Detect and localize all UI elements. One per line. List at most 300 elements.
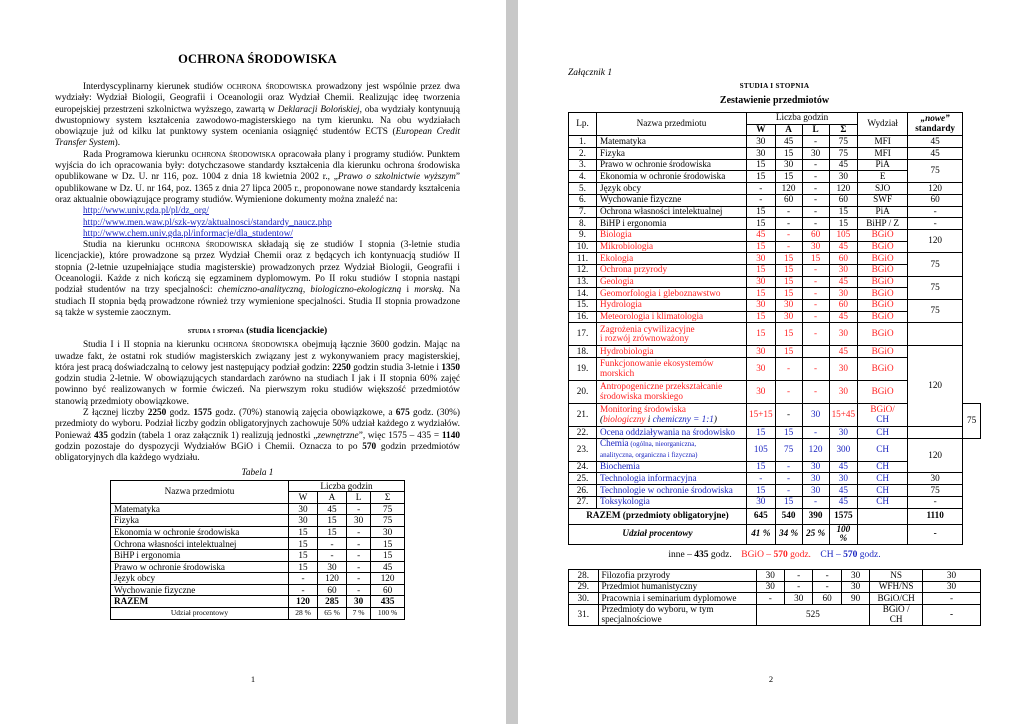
table-row: 31. Przedmioty do wyboru, w tym specjalnościowe 525 BGiO / CH -: [569, 605, 981, 626]
table-row: [569, 473, 981, 485]
row-hours-w: 15: [747, 171, 776, 183]
row-hours-l: 30: [802, 461, 829, 473]
total-faculty-empty: [858, 508, 908, 524]
row-hours-s: 45: [829, 311, 858, 323]
row-faculty: CH: [858, 427, 908, 439]
row-hours-a: -: [775, 473, 802, 485]
row-subject: Geologia: [597, 276, 747, 288]
row-hours-w: -: [747, 194, 776, 206]
row-lp: 13.: [569, 276, 597, 288]
row-hours-s: 105: [829, 229, 858, 241]
page-1-content: [55, 52, 460, 620]
row-faculty: SWF: [858, 194, 908, 206]
row-standard: -: [922, 593, 980, 605]
paragraph-2: Rada Programowa kierunku ochrona środowiska opracowała plany i programy studiów. Punktem wyjścia do ich opracowania były: dotychczasowe standardy kształcenia dla kierunku ochrona środowiska opublikowane w Dz. U. nr 116, poz. 1004 z dnia 18 kwietnia 2002 r., „Prawo o szkolnictwie wyższym” opublikowane w Dz. U. nr 164, poz. 1365 z dnia 27 lipca 2005 r., proponowane nowe standardy kształcenia oraz aktualnie obowiązujące programy studiów. Wymienione dokumenty można znaleźć na:: [55, 149, 461, 205]
row-faculty: BGiO: [858, 346, 908, 358]
row-lp: 15.: [569, 300, 597, 312]
row-hours-a: -: [775, 218, 802, 230]
row-lp: 20.: [569, 381, 597, 404]
row-hours-a: -: [784, 581, 812, 593]
row-hours-w: 15: [747, 485, 776, 497]
row-value: 15: [318, 515, 347, 527]
table-header-row: [111, 480, 405, 492]
row-hours-l: -: [802, 159, 829, 171]
table-row: [569, 183, 981, 195]
row-hours-s: 45: [829, 159, 858, 171]
row-hours-s: 45: [829, 485, 858, 497]
row-subject: Toksykologia: [597, 496, 747, 508]
row-lp: 7.: [569, 206, 597, 218]
row-hours-l: -: [802, 276, 829, 288]
row-lp: 22.: [569, 427, 597, 439]
row-hours-w: -: [756, 593, 784, 605]
row-subject: Funkcjonowanie ekosystemów morskich: [597, 358, 747, 381]
row-faculty: BGiO: [858, 323, 908, 346]
row-subject: Przedmiot humanistyczny: [598, 581, 756, 593]
row-subject: Hydrologia: [597, 300, 747, 312]
table-row: [111, 503, 405, 515]
share-a: 34 %: [775, 524, 802, 545]
row-value: -: [347, 561, 371, 573]
row-hours-w: 15: [747, 264, 776, 276]
row-hours-w: 15: [747, 206, 776, 218]
table-row: [569, 496, 981, 508]
row-hours-a: 15: [775, 427, 802, 439]
row-lp: 21.: [569, 404, 597, 427]
row-hours-w: 30: [747, 496, 776, 508]
row-hours-w: 30: [747, 148, 776, 160]
total-label: RAZEM: [111, 596, 289, 608]
table-share-row: [569, 524, 981, 545]
table-row: [569, 218, 981, 230]
row-lp: 17.: [569, 323, 597, 346]
row-value: 30: [347, 515, 371, 527]
row-hours-s: 60: [829, 194, 858, 206]
row-lp: 29.: [569, 581, 599, 593]
row-lp: 9.: [569, 229, 597, 241]
row-hours-a: 30: [775, 311, 802, 323]
row-standard: 75: [963, 404, 981, 439]
total-standard: 1110: [908, 508, 963, 524]
row-faculty: MFI: [858, 148, 908, 160]
row-hours-a: 60: [775, 194, 802, 206]
row-lp: 24.: [569, 461, 597, 473]
row-value: 60: [318, 584, 347, 596]
row-subject: Technologia informacyjna: [597, 473, 747, 485]
row-subject: Monitoring środowiska (biologiczny i chemiczny = 1:1): [597, 404, 747, 427]
subjects-title: Zestawienie przedmiotów: [719, 95, 830, 106]
row-standard: 45: [908, 148, 963, 160]
row-hours-w: 30: [747, 381, 776, 404]
row-hours-s: 60: [829, 300, 858, 312]
row-hours-s: 30: [829, 171, 858, 183]
row-subject: Matematyka: [111, 503, 289, 515]
paragraph-3: Studia na kierunku ochrona środowiska składają się ze studiów I stopnia (3-letnie studia licencjackie), które prowadzone są przez Wydział Chemii oraz z będących ich kontynuacją studiów II stopnia (2-letnie uzupełniające studia magisterskie) prowadzonych przez Wydział Biologii, Geografii i Oceanologii. Każde z nich kończą się egzaminem dyplomowym. Po II roku studiów I stopnia nastąpi podział studentów na trzy specjalności: chemiczno-analityczną, biologiczno-ekologiczną i morską. Na studiach II stopnia będą prowadzone również trzy wymienione specjalności. Studia II stopnia prowadzone są także w systemie zaocznym.: [55, 240, 461, 318]
row-hours-s: 15: [829, 218, 858, 230]
row-hours-a: 120: [775, 183, 802, 195]
row-hours-a: -: [775, 404, 802, 427]
row-value: 15: [289, 526, 318, 538]
row-value: 15: [289, 538, 318, 550]
row-hours-l: 60: [802, 229, 829, 241]
row-hours-l: 60: [813, 593, 841, 605]
row-subject: Ochrona własności intelektualnej: [111, 538, 289, 550]
row-faculty: BGiO: [858, 241, 908, 253]
header-faculty: Wydział: [858, 113, 908, 136]
row-value: -: [347, 538, 371, 550]
row-hours-w: 105: [747, 438, 776, 461]
row-subject: Matematyka: [597, 136, 747, 148]
paragraph-5: Z łącznej liczby 2250 godz. 1575 godz. (70%) stanowią zajęcia obowiązkowe, a 675 godz. (30%) przedmioty do wyboru. Podział liczby godzin obligatoryjnych zachowuje 50% udział każdego z wydziałów. Ponieważ 435 godzin (tabela 1 oraz załącznik 1) realizują jednostki „zewnętrzne”, więc 1575 – 435 = 1140 godzin pozostaje do dyspozycji Wydziałów BGiO i Chemii. Oznacza to po 570 godzin przedmiotów obligatoryjnych dla każdego wydziału.: [55, 408, 461, 464]
row-faculty: BGiO: [858, 264, 908, 276]
row-value: 120: [318, 573, 347, 585]
row-hours-l: 30: [802, 404, 829, 427]
table-row: [569, 148, 981, 160]
row-hours-l: -: [802, 496, 829, 508]
subjects-table: [568, 112, 981, 545]
row-hours-a: 30: [775, 300, 802, 312]
row-hours-w: 15: [747, 288, 776, 300]
studies-text: [55, 240, 460, 319]
table-row: [569, 136, 981, 148]
row-value: 30: [371, 526, 405, 538]
row-hours-l: -: [813, 581, 841, 593]
table-row: [111, 561, 405, 573]
row-lp: 2.: [569, 148, 597, 160]
row-hours-l: -: [802, 358, 829, 381]
row-faculty: BGiO: [858, 229, 908, 241]
row-standard: 75: [908, 276, 963, 299]
paragraph-1: Interdyscyplinarny kierunek studiów ochrona środowiska prowadzony jest wspólnie przez dwa wydziały: Wydział Biologii, Geografii i Oceanologii oraz Wydział Chemii. Realizując ideę tworzenia europejskiej przestrzeni szkolnictwa wyższego, zawartą w Deklaracji Bolońskiej, oba wydziały kontynuują dwustopniowy system kształcenia zawodowo-magisterskiego na tym kierunku. Na obu wydziałach obowiązuje już od kilku lat punktowy system oceniania osiągnięć studentów ECTS (European Credit Transfer System).: [55, 82, 460, 149]
table-row: [569, 253, 981, 265]
row-subject: Fizyka: [597, 148, 747, 160]
row-value: 120: [371, 573, 405, 585]
row-lp: 19.: [569, 358, 597, 381]
row-subject: Antropogeniczne przekształcanie środowiska morskiego: [597, 381, 747, 404]
share-faculty-empty: [858, 524, 908, 545]
row-hours-w: 15+15: [747, 404, 776, 427]
header-lp: Lp.: [569, 113, 597, 136]
share-w: 28 %: [289, 608, 318, 620]
row-standard: -: [908, 218, 963, 230]
row-hours-a: -: [784, 570, 812, 582]
row-hours-l: 30: [802, 241, 829, 253]
row-hours-s: 45: [829, 241, 858, 253]
table-row: [569, 438, 981, 461]
row-hours-w: 30: [747, 136, 776, 148]
row-standard: 120: [908, 229, 963, 252]
row-hours-l: -: [802, 288, 829, 300]
row-hours-l: -: [802, 194, 829, 206]
row-value: -: [347, 584, 371, 596]
header-a: A: [775, 124, 802, 136]
row-value: 15: [371, 550, 405, 562]
header-hours-count: Liczba godzin: [747, 113, 858, 125]
row-standard: 75: [908, 253, 963, 276]
row-subject: Język obcy: [111, 573, 289, 585]
row-value: -: [347, 573, 371, 585]
row-hours-l: 120: [802, 438, 829, 461]
row-hours-s: 15+45: [829, 404, 858, 427]
share-l: 25 %: [802, 524, 829, 545]
row-standard: 30: [908, 473, 963, 485]
row-hours-a: -: [775, 241, 802, 253]
row-hours-l: -: [802, 218, 829, 230]
header-hours: Liczba godzin: [289, 480, 405, 492]
row-lp: 28.: [569, 570, 599, 582]
row-standard: 45: [908, 136, 963, 148]
header-w: W: [289, 492, 318, 504]
row-faculty: BGiO: [858, 358, 908, 381]
document-title: OCHRONA ŚRODOWISKA: [178, 52, 337, 66]
row-hours-a: -: [775, 229, 802, 241]
row-lp: 1.: [569, 136, 597, 148]
page-number: 1: [250, 674, 256, 684]
row-hours-w: 15: [747, 159, 776, 171]
document-page-2: [518, 0, 1024, 724]
row-hours-w: -: [747, 183, 776, 195]
row-hours-w: 30: [747, 253, 776, 265]
row-hours-w: 15: [747, 323, 776, 346]
row-value: -: [347, 503, 371, 515]
header-w: W: [747, 124, 776, 136]
row-hours-s: 15: [829, 206, 858, 218]
header-sum: Σ: [371, 492, 405, 504]
row-subject: Biochemia: [597, 461, 747, 473]
row-faculty: CH: [858, 461, 908, 473]
optional-subjects-table: [568, 569, 981, 626]
row-hours-s: 30: [829, 323, 858, 346]
table-total-row: [111, 596, 405, 608]
header-a: A: [318, 492, 347, 504]
annex-label: Załącznik 1: [568, 68, 613, 78]
row-subject: Fizyka: [111, 515, 289, 527]
row-subject: BiHP i ergonomia: [597, 218, 747, 230]
row-faculty: BGiO/CH: [870, 593, 923, 605]
row-hours-s: 45: [829, 276, 858, 288]
row-hours-l: 15: [802, 253, 829, 265]
row-subject: Wychowanie fizyczne: [111, 584, 289, 596]
table-row: [111, 573, 405, 585]
row-hours-a: 15: [775, 276, 802, 288]
row-lp: 30.: [569, 593, 599, 605]
row-hours-a: 15: [775, 288, 802, 300]
row-hours-s: 30: [841, 570, 869, 582]
row-subject: Geomorfologia i gleboznawstwo: [597, 288, 747, 300]
row-lp: 10.: [569, 241, 597, 253]
table-row: [111, 550, 405, 562]
row-hours-l: -: [802, 311, 829, 323]
table-row: [569, 570, 981, 582]
row-lp: 8.: [569, 218, 597, 230]
row-standard: 120: [908, 183, 963, 195]
table-row: [111, 526, 405, 538]
link-men-waw[interactable]: http://www.men.waw.pl/szk-wyz/aktualnosci/standardy_naucz.php: [83, 217, 332, 228]
row-faculty: BGiO: [858, 381, 908, 404]
share-label: Udział procentowy: [569, 524, 747, 545]
table-share-row: [111, 608, 405, 620]
table-row: [569, 276, 981, 288]
row-hours-s: 45: [829, 346, 858, 358]
table-row: [569, 300, 981, 312]
row-hours-w: 30: [756, 581, 784, 593]
row-faculty: BGiO/ CH: [858, 404, 908, 427]
table-row: [569, 229, 981, 241]
link-univ-gda[interactable]: http://www.univ.gda.pl/pl/dz_org/: [83, 206, 209, 217]
row-value: -: [318, 538, 347, 550]
row-subject: Ekologia: [597, 253, 747, 265]
row-subject: Ochrona własności intelektualnej: [597, 206, 747, 218]
total-a: 540: [775, 508, 802, 524]
row-subject: Wychowanie fizyczne: [597, 194, 747, 206]
row-hours-s: 30: [829, 358, 858, 381]
row-faculty: SJO: [858, 183, 908, 195]
row-hours-a: -: [775, 461, 802, 473]
table-row: [569, 427, 981, 439]
row-value: -: [289, 573, 318, 585]
table-row: [569, 581, 981, 593]
row-hours-s: 30: [841, 581, 869, 593]
row-faculty: BGiO: [858, 300, 908, 312]
row-value: 15: [289, 561, 318, 573]
row-hours-w: 30: [756, 570, 784, 582]
row-hours-w: 45: [747, 229, 776, 241]
row-hours-l: -: [802, 427, 829, 439]
row-faculty: CH: [858, 473, 908, 485]
table-1-caption: Tabela 1: [241, 467, 274, 478]
row-hours-w: 15: [747, 427, 776, 439]
row-hours-w: 30: [747, 346, 776, 358]
row-hours-s: 30: [829, 264, 858, 276]
row-hours-w: 30: [747, 276, 776, 288]
section-heading-stage-1: studia i stopnia (studia licencjackie): [187, 325, 328, 337]
document-page-1: [0, 0, 506, 724]
row-faculty: PiA: [858, 206, 908, 218]
row-hours-s: 30: [829, 473, 858, 485]
row-hours-s: 90: [841, 593, 869, 605]
row-hours-a: 15: [775, 171, 802, 183]
row-value: 15: [371, 538, 405, 550]
row-hours-a: 15: [775, 346, 802, 358]
row-value: 30: [289, 515, 318, 527]
row-hours-a: 15: [775, 253, 802, 265]
row-hours-s: 75: [829, 136, 858, 148]
share-sum: 100 %: [371, 608, 405, 620]
table-row: [569, 485, 981, 497]
row-subject: Ochrona przyrody: [597, 264, 747, 276]
row-subject: Filozofia przyrody: [598, 570, 756, 582]
stage-label: STUDIA I STOPNIA: [739, 82, 810, 90]
table-row: [569, 346, 981, 358]
row-lp: 27.: [569, 496, 597, 508]
share-l: 7 %: [347, 608, 371, 620]
row-subject: Ocena oddziaływania na środowisko: [597, 427, 747, 439]
table-row: [111, 538, 405, 550]
table-row: [569, 206, 981, 218]
row-subject: BiHP i ergonomia: [111, 550, 289, 562]
total-w: 645: [747, 508, 776, 524]
row-hours-l: -: [802, 171, 829, 183]
total-a: 285: [318, 596, 347, 608]
header-subject: Nazwa przedmiotu: [111, 480, 289, 503]
row-subject: Ekonomia w ochronie środowiska: [111, 526, 289, 538]
total-l: 30: [347, 596, 371, 608]
row-hours-s: 30: [829, 288, 858, 300]
row-faculty: CH: [858, 485, 908, 497]
row-hours-w: 15: [747, 461, 776, 473]
row-standard: 75: [908, 485, 963, 497]
row-standard: -: [908, 496, 963, 508]
row-hours-a: 15: [775, 496, 802, 508]
row-hours-w: 15: [747, 241, 776, 253]
row-standard: 120: [908, 346, 963, 427]
row-value: -: [347, 526, 371, 538]
row-hours-s: 45: [829, 461, 858, 473]
row-lp: 18.: [569, 346, 597, 358]
total-sum: 435: [371, 596, 405, 608]
row-lp: 6.: [569, 194, 597, 206]
row-value: 45: [318, 503, 347, 515]
page-number: 2: [768, 674, 774, 684]
row-subject: Prawo w ochronie środowiska: [597, 159, 747, 171]
row-faculty: WFH/NS: [870, 581, 923, 593]
row-hours-l: [802, 346, 829, 358]
total-l: 390: [802, 508, 829, 524]
row-value: 30: [289, 503, 318, 515]
total-s: 1575: [829, 508, 858, 524]
row-hours-l: 30: [802, 473, 829, 485]
row-hours-w: 15: [747, 311, 776, 323]
row-subject: Biologia: [597, 229, 747, 241]
row-standard: 30: [922, 570, 980, 582]
row-hours-w: 30: [747, 358, 776, 381]
row-hours-s: 300: [829, 438, 858, 461]
table-row: [569, 593, 981, 605]
row-hours-l: -: [802, 183, 829, 195]
row-hours-l: -: [802, 136, 829, 148]
row-standard: 120: [908, 438, 963, 473]
row-lp: 16.: [569, 311, 597, 323]
row-subject: Zagrożenia cywilizacyjne i rozwój zrównoważony: [597, 323, 747, 346]
row-hours-a: 30: [784, 593, 812, 605]
row-subject: Język obcy: [597, 183, 747, 195]
row-value: -: [318, 550, 347, 562]
row-faculty: BGiO: [858, 311, 908, 323]
share-s: 100 %: [829, 524, 858, 545]
row-hours-a: 45: [775, 136, 802, 148]
row-lp: 4.: [569, 171, 597, 183]
share-label: Udział procentowy: [111, 608, 289, 620]
row-hours-l: 30: [802, 485, 829, 497]
row-hours-w: -: [747, 473, 776, 485]
subjects-header-row: [569, 113, 981, 125]
intro-text: [55, 82, 460, 206]
row-hours-l: -: [802, 264, 829, 276]
header-subject-name: Nazwa przedmiotu: [597, 113, 747, 136]
share-standard: -: [908, 524, 963, 545]
row-hours-s: 75: [829, 148, 858, 160]
row-faculty: BGiO: [858, 253, 908, 265]
row-hours-l: -: [802, 300, 829, 312]
link-chem-univ-gda[interactable]: http://www.chem.univ.gda.pl/informacje/dla_studentow/: [83, 228, 293, 239]
table-1: [110, 480, 405, 620]
row-subject: Ekonomia w ochronie środowiska: [597, 171, 747, 183]
row-value: 75: [371, 515, 405, 527]
row-faculty: BGiO: [858, 288, 908, 300]
row-faculty: BGiO: [858, 276, 908, 288]
row-lp: 12.: [569, 264, 597, 276]
row-hours-w: 15: [747, 218, 776, 230]
